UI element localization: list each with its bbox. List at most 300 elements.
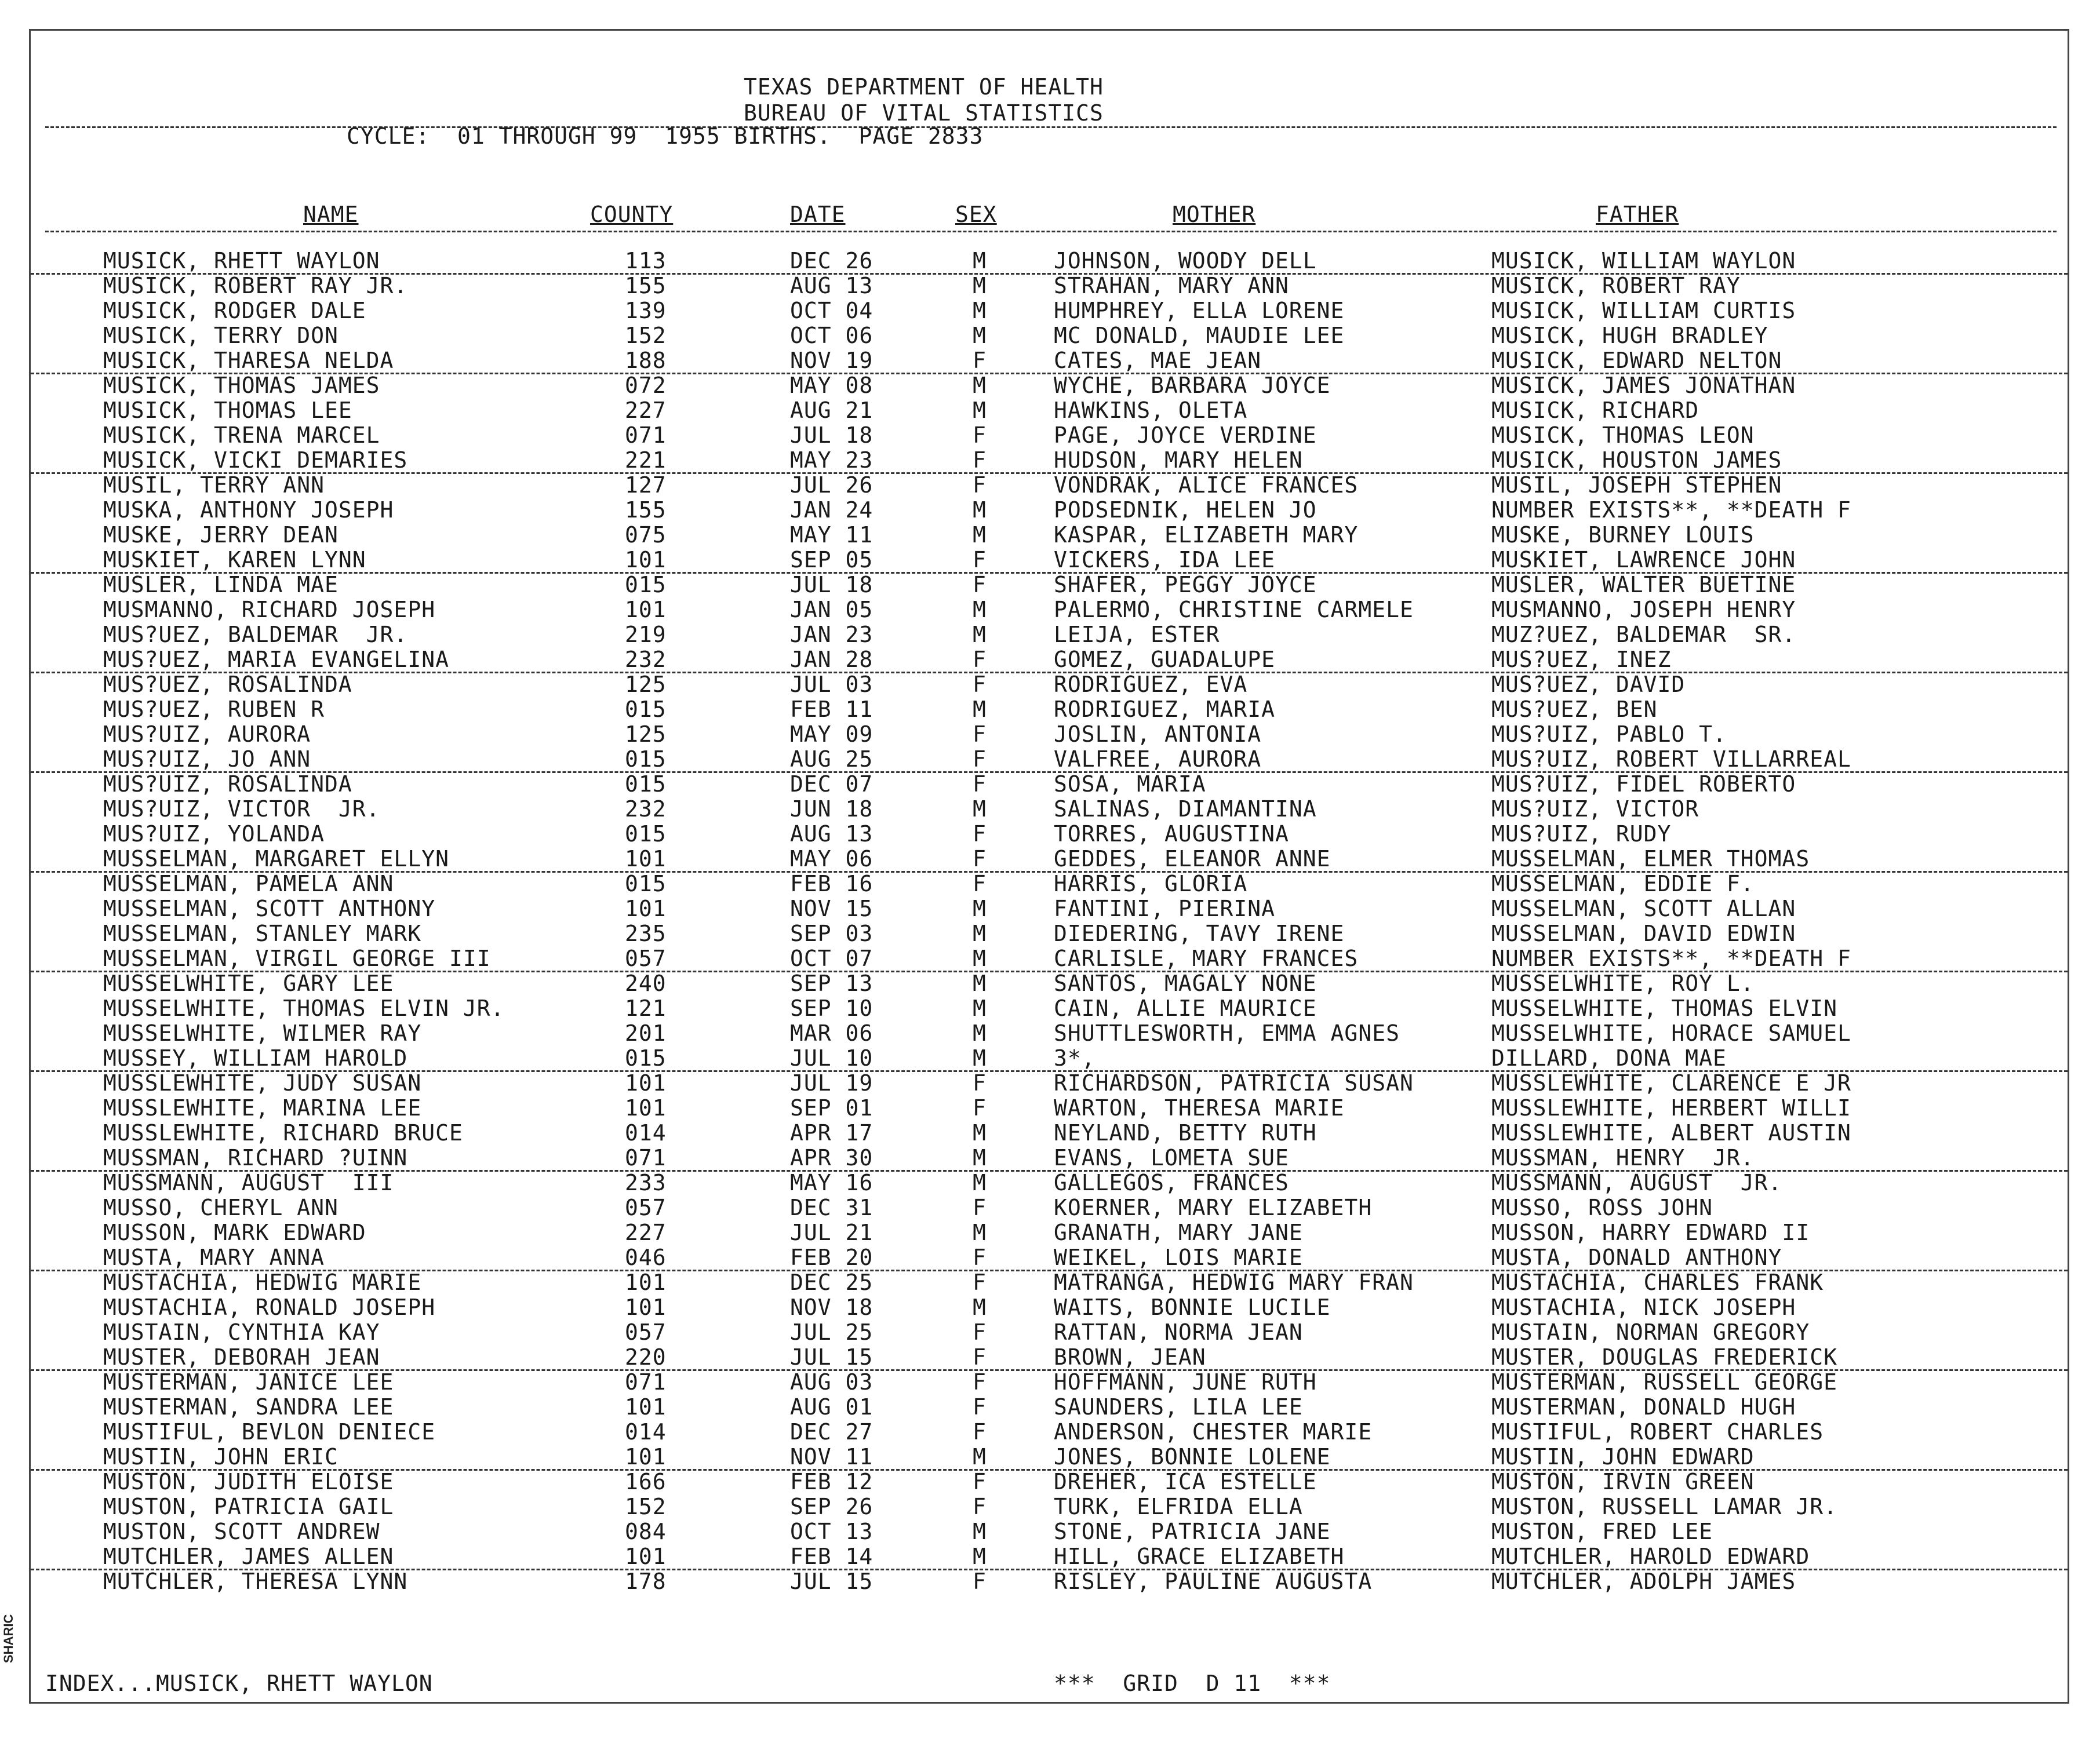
cell-name: MUSTIN, JOHN ERIC — [103, 1444, 339, 1470]
cell-mother: RODRIGUEZ, EVA — [1054, 672, 1248, 697]
cell-sex: F — [973, 771, 987, 797]
side-mark: SHARIC — [1, 1614, 16, 1663]
cell-name: MUSICK, TRENA MARCEL — [103, 422, 380, 448]
table-row — [31, 721, 2068, 746]
table-row — [31, 1544, 2068, 1570]
cell-name: MUSTA, MARY ANNA — [103, 1245, 325, 1270]
table-row — [31, 871, 2068, 896]
cell-name: MUSTACHIA, RONALD JOSEPH — [103, 1295, 436, 1320]
cell-date: FEB 20 — [790, 1245, 874, 1270]
cell-county: 232 — [625, 647, 667, 672]
cell-date: FEB 12 — [790, 1469, 874, 1494]
cell-name: MUSSMANN, AUGUST III — [103, 1170, 394, 1195]
cell-date: JUL 18 — [790, 422, 874, 448]
table-row — [31, 1569, 2068, 1594]
cell-father: MUSSELWHITE, THOMAS ELVIN — [1491, 996, 1837, 1021]
table-row — [31, 921, 2068, 946]
cell-date: DEC 27 — [790, 1419, 874, 1445]
cell-mother: NEYLAND, BETTY RUTH — [1054, 1120, 1317, 1146]
cell-mother: WEIKEL, LOIS MARIE — [1054, 1245, 1303, 1270]
cell-father: MUSKE, BURNEY LOUIS — [1491, 522, 1755, 548]
cell-county: 057 — [625, 1319, 667, 1345]
cell-father: MUS?UIZ, VICTOR — [1491, 796, 1699, 822]
table-row — [31, 1319, 2068, 1344]
cell-father: MUS?UIZ, FIDEL ROBERTO — [1491, 771, 1796, 797]
cell-father: MUSICK, THOMAS LEON — [1491, 422, 1755, 448]
cell-sex: M — [973, 1120, 987, 1146]
cell-father: MUS?UIZ, PABLO T. — [1491, 721, 1727, 747]
cell-father: NUMBER EXISTS**, **DEATH F — [1491, 497, 1851, 523]
cell-father: MUSSMANN, AUGUST JR. — [1491, 1170, 1782, 1195]
cell-mother: HARRIS, GLORIA — [1054, 871, 1248, 896]
cell-sex: F — [973, 1419, 987, 1445]
table-row — [31, 398, 2068, 422]
cell-county: 155 — [625, 273, 667, 298]
cell-mother: RATTAN, NORMA JEAN — [1054, 1319, 1303, 1345]
cell-county: 071 — [625, 1145, 667, 1171]
table-row — [31, 1195, 2068, 1220]
cell-date: JUL 03 — [790, 672, 874, 697]
cell-date: NOV 18 — [790, 1295, 874, 1320]
cell-date: OCT 04 — [790, 298, 874, 323]
cell-county: 166 — [625, 1469, 667, 1494]
cell-father: MUSICK, JAMES JONATHAN — [1491, 373, 1796, 398]
cell-county: 015 — [625, 821, 667, 847]
cell-father: MUSTERMAN, RUSSELL GEORGE — [1491, 1369, 1837, 1395]
cell-sex: M — [973, 398, 987, 423]
cell-date: SEP 03 — [790, 921, 874, 946]
cell-name: MUSTERMAN, JANICE LEE — [103, 1369, 394, 1395]
table-row — [31, 1519, 2068, 1544]
document-frame — [29, 29, 2069, 1704]
cell-father: MUSTON, FRED LEE — [1491, 1519, 1713, 1544]
footer-grid: *** GRID D 11 *** — [1054, 1671, 1331, 1696]
cell-date: DEC 31 — [790, 1195, 874, 1220]
cell-mother: WAITS, BONNIE LUCILE — [1054, 1295, 1331, 1320]
cell-mother: RISLEY, PAULINE AUGUSTA — [1054, 1569, 1373, 1594]
cell-name: MUSKA, ANTHONY JOSEPH — [103, 497, 394, 523]
cell-sex: F — [973, 746, 987, 772]
cell-mother: WARTON, THERESA MARIE — [1054, 1095, 1345, 1121]
cell-mother: SALINAS, DIAMANTINA — [1054, 796, 1317, 822]
cell-county: 219 — [625, 622, 667, 647]
cell-county: 075 — [625, 522, 667, 548]
cell-date: MAY 06 — [790, 846, 874, 872]
cell-father: MUSLER, WALTER BUETINE — [1491, 572, 1796, 597]
cell-date: JUL 15 — [790, 1344, 874, 1370]
cell-sex: F — [973, 647, 987, 672]
cell-father: MUSMANNO, JOSEPH HENRY — [1491, 597, 1796, 622]
cell-county: 101 — [625, 547, 667, 573]
table-row — [31, 373, 2068, 398]
cell-date: JUL 18 — [790, 572, 874, 597]
cell-date: JAN 28 — [790, 647, 874, 672]
cell-father: MUSTER, DOUGLAS FREDERICK — [1491, 1344, 1837, 1370]
cell-date: JAN 23 — [790, 622, 874, 647]
column-header-divider — [45, 231, 2057, 232]
cell-date: AUG 03 — [790, 1369, 874, 1395]
cell-date: MAY 11 — [790, 522, 874, 548]
cell-mother: MC DONALD, MAUDIE LEE — [1054, 323, 1345, 348]
cell-name: MUSICK, ROBERT RAY JR. — [103, 273, 408, 298]
cell-county: 015 — [625, 771, 667, 797]
cell-county: 101 — [625, 597, 667, 622]
cell-date: NOV 15 — [790, 896, 874, 921]
cell-mother: PAGE, JOYCE VERDINE — [1054, 422, 1317, 448]
cell-mother: HUMPHREY, ELLA LORENE — [1054, 298, 1345, 323]
cell-sex: M — [973, 1170, 987, 1195]
cell-name: MUSSEY, WILLIAM HAROLD — [103, 1045, 408, 1071]
table-row — [31, 1494, 2068, 1519]
cell-mother: JOHNSON, WOODY DELL — [1054, 248, 1317, 274]
cell-mother: GEDDES, ELEANOR ANNE — [1054, 846, 1331, 872]
cell-name: MUSICK, VICKI DEMARIES — [103, 447, 408, 473]
cell-name: MUSICK, RODGER DALE — [103, 298, 366, 323]
cell-mother: EVANS, LOMETA SUE — [1054, 1145, 1289, 1171]
cell-name: MUSSELWHITE, WILMER RAY — [103, 1020, 422, 1046]
cell-mother: SOSA, MARIA — [1054, 771, 1206, 797]
cell-name: MUSICK, THOMAS LEE — [103, 398, 352, 423]
cell-mother: HUDSON, MARY HELEN — [1054, 447, 1303, 473]
cell-sex: M — [973, 1295, 987, 1320]
cell-sex: F — [973, 1319, 987, 1345]
cell-date: FEB 11 — [790, 697, 874, 722]
cell-father: MUSTON, RUSSELL LAMAR JR. — [1491, 1494, 1837, 1519]
cell-county: 232 — [625, 796, 667, 822]
cell-county: 178 — [625, 1569, 667, 1594]
cell-sex: M — [973, 971, 987, 996]
header-agency: TEXAS DEPARTMENT OF HEALTH — [744, 74, 1104, 100]
table-row — [31, 1070, 2068, 1095]
table-row — [31, 1145, 2068, 1172]
cell-date: FEB 14 — [790, 1544, 874, 1569]
cell-date: FEB 16 — [790, 871, 874, 896]
cell-father: MUSTACHIA, NICK JOSEPH — [1491, 1295, 1796, 1320]
cell-father: MUSTIN, JOHN EDWARD — [1491, 1444, 1755, 1470]
cell-date: DEC 07 — [790, 771, 874, 797]
cell-county: 220 — [625, 1344, 667, 1370]
cell-father: MUSTON, IRVIN GREEN — [1491, 1469, 1755, 1494]
table-row — [31, 971, 2068, 996]
cell-father: MUSTAIN, NORMAN GREGORY — [1491, 1319, 1810, 1345]
cell-mother: WYCHE, BARBARA JOYCE — [1054, 373, 1331, 398]
cell-father: MUSSELMAN, DAVID EDWIN — [1491, 921, 1796, 946]
cell-sex: M — [973, 273, 987, 298]
cell-sex: M — [973, 597, 987, 622]
cell-county: 101 — [625, 846, 667, 872]
cell-date: JAN 05 — [790, 597, 874, 622]
cell-name: MUSKE, JERRY DEAN — [103, 522, 339, 548]
cell-county: 139 — [625, 298, 667, 323]
cell-father: MUSICK, HOUSTON JAMES — [1491, 447, 1782, 473]
table-row — [31, 1270, 2068, 1295]
cell-county: 227 — [625, 1220, 667, 1245]
table-row — [31, 1469, 2068, 1494]
cell-county: 201 — [625, 1020, 667, 1046]
column-header-county: COUNTY — [590, 202, 674, 227]
cell-date: MAR 06 — [790, 1020, 874, 1046]
cell-sex: M — [973, 1020, 987, 1046]
cell-county: 101 — [625, 1095, 667, 1121]
cell-sex: M — [973, 248, 987, 274]
cell-county: 113 — [625, 248, 667, 274]
cell-mother: 3*, — [1054, 1045, 1096, 1071]
cell-sex: M — [973, 1544, 987, 1569]
cell-date: MAY 16 — [790, 1170, 874, 1195]
table-row — [31, 522, 2068, 547]
column-header-father: FATHER — [1596, 202, 1679, 227]
cell-date: AUG 25 — [790, 746, 874, 772]
cell-father: DILLARD, DONA MAE — [1491, 1045, 1727, 1071]
cell-name: MUSSON, MARK EDWARD — [103, 1220, 366, 1245]
cell-name: MUSICK, TERRY DON — [103, 323, 339, 348]
cell-father: MUSTA, DONALD ANTHONY — [1491, 1245, 1782, 1270]
cell-date: OCT 13 — [790, 1519, 874, 1544]
cell-name: MUSSELMAN, STANLEY MARK — [103, 921, 422, 946]
cell-sex: F — [973, 1070, 987, 1096]
cell-mother: CATES, MAE JEAN — [1054, 348, 1262, 373]
cell-name: MUSSMAN, RICHARD ?UINN — [103, 1145, 408, 1171]
cell-sex: M — [973, 1220, 987, 1245]
cell-father: MUSSMAN, HENRY JR. — [1491, 1145, 1755, 1171]
cell-sex: M — [973, 896, 987, 921]
cell-date: JUL 15 — [790, 1569, 874, 1594]
cell-father: MUS?UEZ, INEZ — [1491, 647, 1672, 672]
cell-mother: GRANATH, MARY JANE — [1054, 1220, 1303, 1245]
table-row — [31, 572, 2068, 597]
cell-sex: F — [973, 1569, 987, 1594]
cell-father: MUSIL, JOSEPH STEPHEN — [1491, 472, 1782, 498]
table-row — [31, 846, 2068, 873]
table-row — [31, 697, 2068, 721]
cell-father: MUTCHLER, HAROLD EDWARD — [1491, 1544, 1810, 1569]
cell-name: MUS?UEZ, RUBEN R — [103, 697, 325, 722]
header-bureau: BUREAU OF VITAL STATISTICS — [744, 100, 1104, 126]
cell-county: 221 — [625, 447, 667, 473]
table-row — [31, 1394, 2068, 1419]
cell-father: MUSTIFUL, ROBERT CHARLES — [1491, 1419, 1824, 1445]
table-row — [31, 622, 2068, 647]
table-row — [31, 497, 2068, 522]
cell-date: SEP 13 — [790, 971, 874, 996]
cell-mother: SAUNDERS, LILA LEE — [1054, 1394, 1303, 1420]
table-row — [31, 273, 2068, 298]
cell-county: 101 — [625, 896, 667, 921]
cell-father: MUS?UIZ, ROBERT VILLARREAL — [1491, 746, 1851, 772]
table-row — [31, 348, 2068, 374]
cell-father: MUSICK, WILLIAM WAYLON — [1491, 248, 1796, 274]
cell-sex: F — [973, 672, 987, 697]
cell-mother: CARLISLE, MARY FRANCES — [1054, 946, 1359, 971]
cell-father: MUSICK, HUGH BRADLEY — [1491, 323, 1768, 348]
cell-mother: KASPAR, ELIZABETH MARY — [1054, 522, 1359, 548]
cell-sex: F — [973, 1469, 987, 1494]
cell-mother: BROWN, JEAN — [1054, 1344, 1206, 1370]
cell-sex: F — [973, 1369, 987, 1395]
table-row — [31, 547, 2068, 574]
cell-county: 152 — [625, 1494, 667, 1519]
cell-name: MUSMANNO, RICHARD JOSEPH — [103, 597, 436, 622]
cell-name: MUSTIFUL, BEVLON DENIECE — [103, 1419, 436, 1445]
cell-sex: M — [973, 1145, 987, 1171]
table-row — [31, 796, 2068, 821]
cell-sex: F — [973, 871, 987, 896]
cell-sex: M — [973, 522, 987, 548]
cell-mother: GALLEGOS, FRANCES — [1054, 1170, 1289, 1195]
cell-mother: JONES, BONNIE LOLENE — [1054, 1444, 1331, 1470]
table-row — [31, 422, 2068, 447]
cell-county: 101 — [625, 1070, 667, 1096]
cell-sex: M — [973, 697, 987, 722]
cell-date: SEP 05 — [790, 547, 874, 573]
cell-date: APR 17 — [790, 1120, 874, 1146]
cell-name: MUS?UIZ, ROSALINDA — [103, 771, 352, 797]
cell-father: MUSTACHIA, CHARLES FRANK — [1491, 1270, 1824, 1295]
cell-sex: M — [973, 323, 987, 348]
cell-mother: STONE, PATRICIA JANE — [1054, 1519, 1331, 1544]
cell-date: JUL 26 — [790, 472, 874, 498]
table-row — [31, 1295, 2068, 1319]
cell-name: MUSSELMAN, MARGARET ELLYN — [103, 846, 449, 872]
table-row — [31, 298, 2068, 323]
cell-county: 227 — [625, 398, 667, 423]
cell-name: MUS?UIZ, JO ANN — [103, 746, 311, 772]
cell-name: MUSTACHIA, HEDWIG MARIE — [103, 1270, 422, 1295]
cell-date: AUG 01 — [790, 1394, 874, 1420]
cell-name: MUSKIET, KAREN LYNN — [103, 547, 366, 573]
cell-date: JAN 24 — [790, 497, 874, 523]
cell-date: OCT 07 — [790, 946, 874, 971]
cell-sex: F — [973, 422, 987, 448]
table-row — [31, 1170, 2068, 1195]
cell-mother: VICKERS, IDA LEE — [1054, 547, 1276, 573]
table-row — [31, 1220, 2068, 1245]
table-row — [31, 323, 2068, 348]
table-row — [31, 996, 2068, 1020]
cell-sex: F — [973, 1245, 987, 1270]
cell-date: SEP 10 — [790, 996, 874, 1021]
cell-sex: F — [973, 821, 987, 847]
cell-sex: F — [973, 1270, 987, 1295]
column-header-sex: SEX — [955, 202, 997, 227]
table-row — [31, 672, 2068, 697]
cell-county: 072 — [625, 373, 667, 398]
cell-father: MUSSON, HARRY EDWARD II — [1491, 1220, 1810, 1245]
table-row — [31, 1369, 2068, 1394]
cell-sex: M — [973, 298, 987, 323]
cell-mother: KOERNER, MARY ELIZABETH — [1054, 1195, 1373, 1220]
cell-father: MUS?UIZ, RUDY — [1491, 821, 1672, 847]
cell-mother: PODSEDNIK, HELEN JO — [1054, 497, 1317, 523]
cell-date: NOV 19 — [790, 348, 874, 373]
cell-date: SEP 01 — [790, 1095, 874, 1121]
cell-date: MAY 23 — [790, 447, 874, 473]
cell-county: 071 — [625, 1369, 667, 1395]
cell-father: MUSSO, ROSS JOHN — [1491, 1195, 1713, 1220]
cell-county: 071 — [625, 422, 667, 448]
cell-father: MUZ?UEZ, BALDEMAR SR. — [1491, 622, 1796, 647]
cell-sex: F — [973, 547, 987, 573]
cell-sex: M — [973, 373, 987, 398]
cell-county: 127 — [625, 472, 667, 498]
cell-father: MUSTERMAN, DONALD HUGH — [1491, 1394, 1796, 1420]
table-row — [31, 1020, 2068, 1045]
cell-mother: DREHER, ICA ESTELLE — [1054, 1469, 1317, 1494]
cell-name: MUS?UIZ, AURORA — [103, 721, 311, 747]
table-row — [31, 1344, 2068, 1371]
cell-mother: MATRANGA, HEDWIG MARY FRAN — [1054, 1270, 1414, 1295]
cell-county: 014 — [625, 1120, 667, 1146]
column-header-mother: MOTHER — [1173, 202, 1256, 227]
cell-mother: SHUTTLESWORTH, EMMA AGNES — [1054, 1020, 1400, 1046]
cell-mother: LEIJA, ESTER — [1054, 622, 1220, 647]
cell-sex: M — [973, 996, 987, 1021]
cell-father: NUMBER EXISTS**, **DEATH F — [1491, 946, 1851, 971]
cell-name: MUSSLEWHITE, JUDY SUSAN — [103, 1070, 422, 1096]
column-header-date: DATE — [790, 202, 846, 227]
cell-name: MUS?UIZ, YOLANDA — [103, 821, 325, 847]
cell-date: JUL 19 — [790, 1070, 874, 1096]
cell-name: MUSTERMAN, SANDRA LEE — [103, 1394, 394, 1420]
cell-mother: JOSLIN, ANTONIA — [1054, 721, 1262, 747]
cell-county: 125 — [625, 721, 667, 747]
cell-name: MUTCHLER, JAMES ALLEN — [103, 1544, 394, 1569]
cell-name: MUSLER, LINDA MAE — [103, 572, 339, 597]
cell-name: MUSSELMAN, VIRGIL GEORGE III — [103, 946, 491, 971]
cell-father: MUSSLEWHITE, ALBERT AUSTIN — [1491, 1120, 1851, 1146]
cell-mother: HILL, GRACE ELIZABETH — [1054, 1544, 1345, 1569]
table-row — [31, 1444, 2068, 1471]
cell-county: 057 — [625, 1195, 667, 1220]
cell-county: 152 — [625, 323, 667, 348]
cell-name: MUSTON, SCOTT ANDREW — [103, 1519, 380, 1544]
cell-county: 014 — [625, 1419, 667, 1445]
cell-name: MUS?UIZ, VICTOR JR. — [103, 796, 380, 822]
cell-date: DEC 25 — [790, 1270, 874, 1295]
cell-mother: DIEDERING, TAVY IRENE — [1054, 921, 1345, 946]
cell-father: MUSSELWHITE, ROY L. — [1491, 971, 1755, 996]
cell-date: MAY 09 — [790, 721, 874, 747]
cell-county: 188 — [625, 348, 667, 373]
cell-father: MUSKIET, LAWRENCE JOHN — [1491, 547, 1796, 573]
cell-mother: RODRIGUEZ, MARIA — [1054, 697, 1276, 722]
cell-date: AUG 21 — [790, 398, 874, 423]
cell-county: 084 — [625, 1519, 667, 1544]
cell-sex: F — [973, 846, 987, 872]
cell-mother: HOFFMANN, JUNE RUTH — [1054, 1369, 1317, 1395]
table-row — [31, 746, 2068, 773]
cell-date: JUN 18 — [790, 796, 874, 822]
cell-name: MUSSELMAN, SCOTT ANTHONY — [103, 896, 436, 921]
cell-name: MUSTON, PATRICIA GAIL — [103, 1494, 394, 1519]
table-row — [31, 647, 2068, 673]
cell-father: MUS?UEZ, BEN — [1491, 697, 1658, 722]
cell-date: AUG 13 — [790, 273, 874, 298]
cell-name: MUS?UEZ, BALDEMAR JR. — [103, 622, 408, 647]
cell-name: MUSIL, TERRY ANN — [103, 472, 325, 498]
cell-mother: SANTOS, MAGALY NONE — [1054, 971, 1317, 996]
cell-father: MUSICK, RICHARD — [1491, 398, 1699, 423]
cell-sex: F — [973, 447, 987, 473]
cell-date: JUL 25 — [790, 1319, 874, 1345]
cell-date: MAY 08 — [790, 373, 874, 398]
cell-mother: ANDERSON, CHESTER MARIE — [1054, 1419, 1373, 1445]
table-row — [31, 771, 2068, 796]
cell-mother: VONDRAK, ALICE FRANCES — [1054, 472, 1359, 498]
cell-county: 155 — [625, 497, 667, 523]
table-row — [31, 1120, 2068, 1145]
footer-index: INDEX...MUSICK, RHETT WAYLON — [45, 1671, 433, 1696]
